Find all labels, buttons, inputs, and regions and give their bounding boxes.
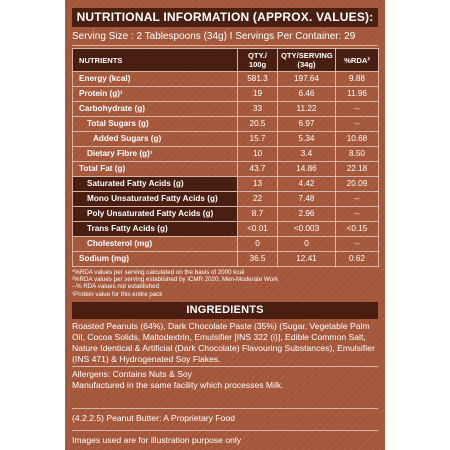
table-row — [73, 222, 379, 237]
row-per-serving: 14.86 — [278, 162, 336, 177]
row-name: Poly Unsaturated Fatty Acids (g) — [73, 207, 238, 222]
row-name: Total Fat (g) — [73, 162, 238, 177]
row-name: Protein (g)¹ — [73, 87, 238, 102]
table-row — [73, 117, 379, 132]
proprietary-text: (4.2.2.5) Peanut Butter: A Proprietary Food — [72, 413, 235, 423]
footnotes — [72, 269, 378, 298]
row-rda: 9.88 — [336, 72, 379, 87]
row-name: Dietary Fibre (g)¹ — [73, 147, 238, 162]
row-per100: 19 — [238, 87, 278, 102]
row-per-serving: 4.42 — [278, 177, 336, 192]
row-name: Trans Fatty Acids (g) — [73, 222, 238, 237]
nutrition-table — [72, 48, 379, 267]
row-rda: 0.62 — [336, 252, 379, 267]
footnote: ²%RDA values per serving established by ICMR 2020, Men-Moderate Work — [72, 276, 279, 284]
serving-info: Serving Size : 2 Tablespoons (34g) I Servings Per Container: 29 — [72, 31, 356, 42]
nutrition-label-panel — [65, 0, 385, 450]
divider — [72, 366, 378, 367]
row-name: Carbohydrate (g) — [73, 102, 238, 117]
row-per-serving: 6.97 — [278, 117, 336, 132]
ingredients-title: INGREDIENTS — [72, 302, 378, 319]
row-rda: -- — [336, 117, 379, 132]
row-per-serving: 2.96 — [278, 207, 336, 222]
row-name: Cholesterol (mg) — [73, 237, 238, 252]
row-per100: 20.5 — [238, 117, 278, 132]
facility-text: Manufactured in the same facility which processes Milk. — [72, 380, 284, 390]
row-per100: 13 — [238, 177, 278, 192]
row-per-serving: 197.64 — [278, 72, 336, 87]
row-per100: 10 — [238, 147, 278, 162]
row-name: Energy (kcal) — [73, 72, 238, 87]
row-per100: 8.7 — [238, 207, 278, 222]
row-per100: 43.7 — [238, 162, 278, 177]
table-row — [73, 147, 379, 162]
row-per100: 0 — [238, 237, 278, 252]
row-rda: 20.09 — [336, 177, 379, 192]
header-qty-100g: QTY./ 100g — [238, 49, 278, 72]
divider — [72, 430, 378, 431]
ingredients-text: Roasted Peanuts (64%), Dark Chocolate Paste (35%) (Sugar, Vegetable Palm Oil, Cocoa Solids, Maltodextrin, Emulsifier [INS 322 (i)], Edible Common Salt, Nature Identical & Artificial (Dark Chocolate) Flavouring Substances), Emulsifier (INS 471) & Hydrogenated Soy Flakes. — [72, 321, 375, 364]
header-qty-serving: QTY/SERVING (34g) — [278, 49, 336, 72]
table-row — [73, 192, 379, 207]
header-nutrients: NUTRIENTS — [73, 49, 238, 72]
divider — [72, 408, 378, 409]
row-per-serving: 7.48 — [278, 192, 336, 207]
row-name: Mono Unsaturated Fatty Acids (g) — [73, 192, 238, 207]
table-row — [73, 177, 379, 192]
row-per100: 22 — [238, 192, 278, 207]
footnote: ¹Protein value for this entire pack — [72, 290, 163, 298]
table-row — [73, 252, 379, 267]
row-rda: -- — [336, 207, 379, 222]
row-name: Added Sugars (g) — [73, 132, 238, 147]
row-per-serving: 12.41 — [278, 252, 336, 267]
row-per-serving: 6.46 — [278, 87, 336, 102]
table-row — [73, 162, 379, 177]
row-rda: 8.50 — [336, 147, 379, 162]
table-row — [73, 132, 379, 147]
row-rda: 10.68 — [336, 132, 379, 147]
row-name: Sodium (mg) — [73, 252, 238, 267]
row-per-serving: 5.34 — [278, 132, 336, 147]
row-name: Saturated Fatty Acids (g) — [73, 177, 238, 192]
row-per100: 581.3 — [238, 72, 278, 87]
row-per100: 33 — [238, 102, 278, 117]
table-row — [73, 87, 379, 102]
illustration-note: Images used are for illustration purpose only — [72, 435, 242, 445]
table-row — [73, 237, 379, 252]
table-row — [73, 102, 379, 117]
row-per-serving: 11.22 — [278, 102, 336, 117]
footnote: --% RDA values not established — [72, 283, 160, 291]
row-per100: <0.01 — [238, 222, 278, 237]
allergens-text: Allergens: Contains Nuts & Soy — [72, 369, 192, 379]
row-per-serving: <0.003 — [278, 222, 336, 237]
row-rda: <0.15 — [336, 222, 379, 237]
header-rda: %RDA² — [336, 49, 379, 72]
row-rda: -- — [336, 237, 379, 252]
nutrition-title: NUTRITIONAL INFORMATION (APPROX. VALUES): — [72, 8, 378, 27]
row-rda: -- — [336, 102, 379, 117]
row-per-serving: 0 — [278, 237, 336, 252]
table-header-row — [73, 49, 379, 72]
row-rda: -- — [336, 192, 379, 207]
row-per100: 15.7 — [238, 132, 278, 147]
row-per-serving: 3.4 — [278, 147, 336, 162]
row-rda: 11.96 — [336, 87, 379, 102]
allergen-block — [72, 369, 378, 391]
divider — [72, 45, 378, 46]
table-row — [73, 207, 379, 222]
row-name: Total Sugars (g) — [73, 117, 238, 132]
row-per100: 36.5 — [238, 252, 278, 267]
table-row — [73, 72, 379, 87]
footnote: *%RDA values per serving calculated on the basis of 2000 kcal — [72, 269, 245, 276]
row-rda: 22.18 — [336, 162, 379, 177]
